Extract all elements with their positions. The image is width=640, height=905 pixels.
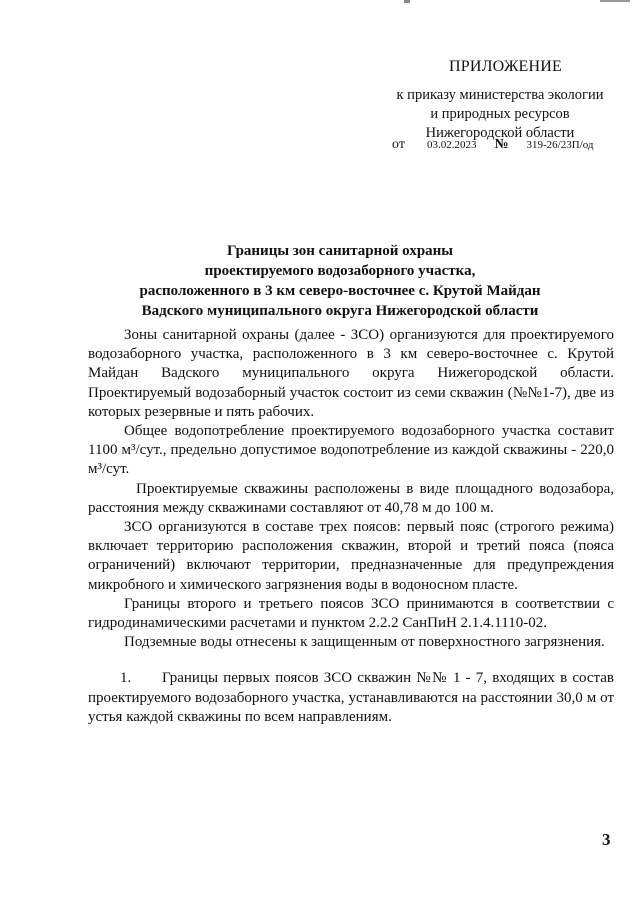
item-number: 1. (120, 670, 132, 687)
order-line: и природных ресурсов (430, 106, 570, 122)
order-date: 03.02.2023 (426, 139, 477, 151)
paragraph: Границы второго и третьего поясов ЗСО принимаются в соответствии с гидродинамическими расчетами и пунктом 2.2.2 СанПиН 2.1.4.1110-02. (88, 595, 614, 632)
document-body (88, 326, 614, 727)
paragraph: Зоны санитарной охраны (далее - ЗСО) организуются для проектируемого водозаборного участка, расположенного в 3 км северо-восточнее с. Крутой Майдан Вадского муниципального округа Нижегородской области. Проектируемый водозаборный участок состоит из семи скважин (№№1-7), две из которых резервные и пять рабочих. (88, 327, 614, 420)
document-title (60, 241, 620, 321)
paragraph: Проектируемые скважины расположены в виде площадного водозабора, расстояния между скважинами составляют от 40,78 м до 100 м. (88, 480, 614, 516)
title-line: расположенного в 3 км северо-восточнее с. Крутой Майдан (139, 283, 541, 299)
page-number: 3 (602, 830, 611, 849)
paragraph: Подземные воды отнесены к защищенным от поверхностного загрязнения. (124, 634, 605, 651)
order-date-number (392, 137, 594, 153)
paragraph: ЗСО организуются в составе трех поясов: первый пояс (строгого режима) включает территорию расположения скважин, второй и третий пояса (пояса ограничений) включают территории, предназначенные для предупреждения микробного и химического загрязнения воды в водоносном пласте. (88, 519, 614, 593)
scan-artifact (600, 0, 630, 2)
title-line: Границы зон санитарной охраны (226, 243, 454, 259)
order-number: 319-26/23П/од (526, 139, 594, 151)
title-line: Вадского муниципального округа Нижегородской области (141, 303, 539, 319)
title-line: проектируемого водозаборного участка, (204, 263, 476, 279)
item-text: Границы первых поясов ЗСО скважин №№ 1 - 7, входящих в состав проектируемого водозаборного участка, устанавливаются на расстоянии 30,0 м от устья каждой скважины по всем направлениям. (88, 670, 614, 725)
appendix-heading: ПРИЛОЖЕНИЕ (449, 58, 563, 75)
order-line: к приказу министерства экологии (396, 87, 604, 103)
from-label: от (392, 137, 405, 152)
order-line: Нижегородской области (425, 125, 575, 141)
order-reference (380, 86, 620, 143)
scan-artifact (404, 0, 410, 3)
numbered-item (88, 669, 614, 727)
paragraph: Общее водопотребление проектируемого водозаборного участка составит 1100 м³/сут., предельно допустимое водопотребление из каждой скважины - 220,0 м³/сут. (88, 423, 614, 478)
number-label: № (494, 137, 509, 152)
